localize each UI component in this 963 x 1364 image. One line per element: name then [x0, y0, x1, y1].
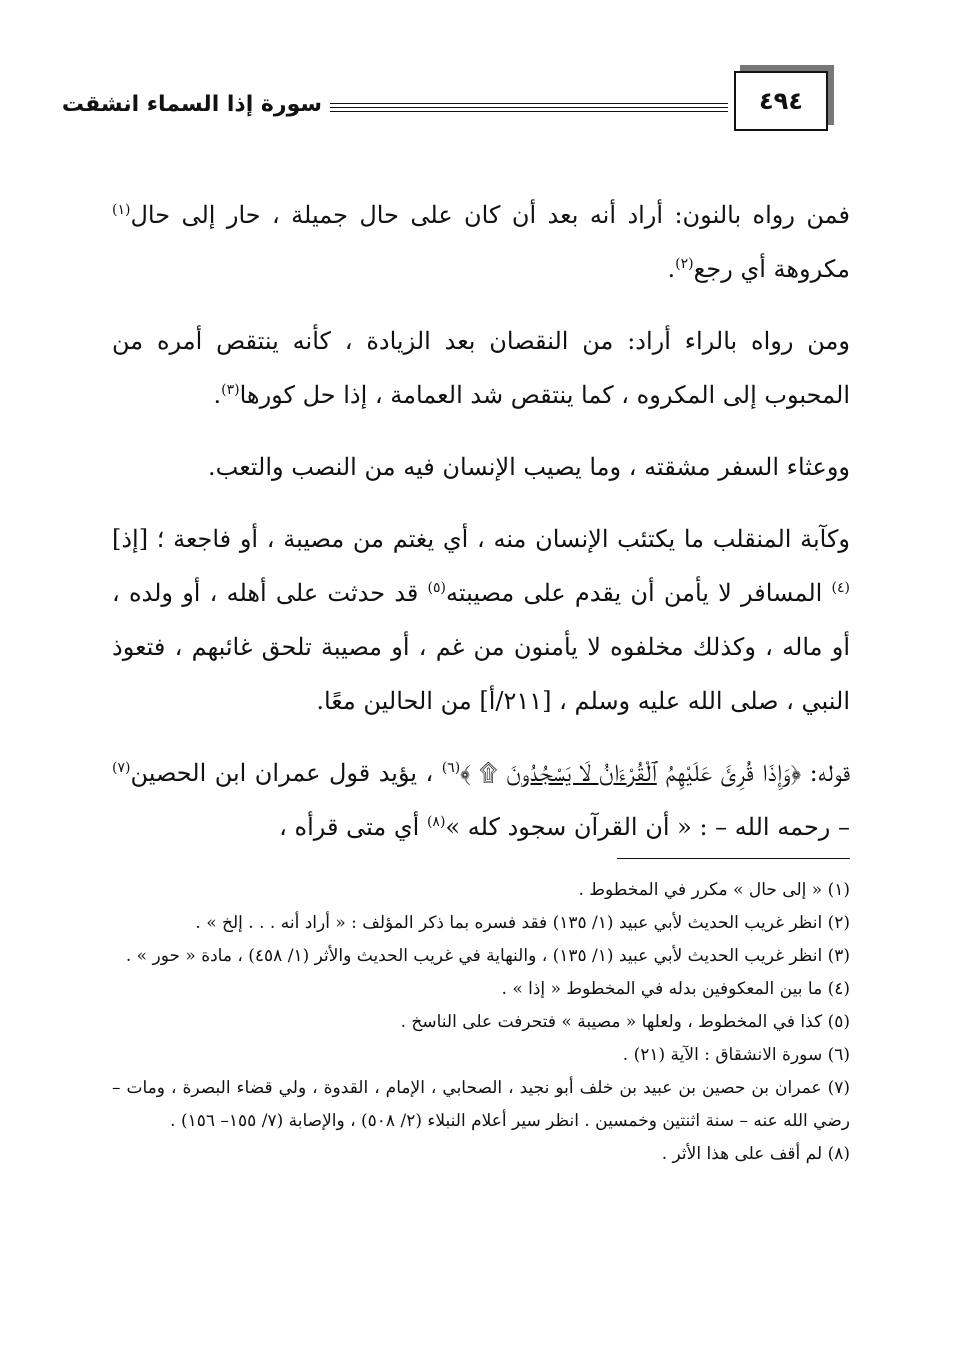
footnote: (٥) كذا في المخطوط ، ولعلها « مصيبة » فتحرفت على الناسخ .: [400, 1012, 850, 1032]
footnote: (٤) ما بين المعكوفين بدله في المخطوط « إذا » .: [501, 979, 850, 999]
footnote: (٨) لم أقف على هذا الأثر .: [661, 1144, 850, 1164]
paragraph-3: ووعثاء السفر مشقته ، وما يصيب الإنسان فيه من النصب والتعب.: [208, 453, 850, 481]
text-run: ، يؤيد قول عمران ابن الحصين: [130, 759, 442, 787]
text-run: فمن رواه بالنون: أراد أنه بعد أن كان على حال جميلة ، حار إلى حال: [130, 201, 850, 229]
footnote-ref: (٥): [427, 580, 446, 596]
text-run: قوله: ﴿وَإِذَا قُرِئَ عَلَيْهِمُ: [656, 759, 850, 787]
footnote: (٣) انظر غريب الحديث لأبي عبيد (١/ ١٣٥) ، والنهاية في غريب الحديث والأثر (١/ ٤٥٨) ، مادة « حور » .: [125, 946, 850, 966]
footnote-ref: (٢): [675, 256, 694, 272]
text-run: .: [667, 255, 676, 283]
page-header: [0, 55, 963, 155]
text-run: المسافر لا يأمن أن يقدم على مصيبته: [445, 579, 832, 607]
footnote: (٦) سورة الانشقاق : الآية (٢١) .: [622, 1045, 850, 1065]
paragraph-1: [112, 188, 850, 296]
footnotes: [112, 874, 850, 1171]
footnote-ref: (٣): [221, 382, 240, 398]
footnote-ref: (٨): [426, 814, 446, 830]
page-number: ٤٩٤: [759, 87, 803, 115]
header-rule: [330, 107, 728, 108]
footnote-divider: [617, 858, 850, 859]
header-rule: [330, 103, 728, 104]
main-text: [112, 188, 850, 868]
footnote-ref: (٦): [441, 760, 461, 776]
text-run: مكروهة أي رجع: [693, 255, 850, 283]
text-run: أي متى قرأه ،: [279, 813, 427, 841]
footnote: (٧) عمران بن حصين بن عبيد بن خلف أبو نجيد ، الصحابي ، الإمام ، القدوة ، ولي قضاء البصرة ، ومات – رضي الله عنه – سنة اثنتين وخمسين . انظر سير أعلام النبلاء (٢/ ٥٠٨) ، والإصابة (٧/ ١٥٥– ١٥٦) .: [112, 1078, 850, 1131]
paragraph-5: [112, 746, 850, 854]
footnote-ref: (٤): [831, 580, 850, 596]
header-rule: [330, 111, 728, 112]
footnote-ref: (٧): [112, 760, 131, 776]
paragraph-2: [112, 314, 850, 422]
quran-verse: ٱلْقُرْءَانُ لَا يَسْجُدُونَ: [505, 759, 657, 787]
paragraph-4: [112, 512, 850, 728]
text-run: .: [213, 381, 222, 409]
footnote: (١) « إلى حال » مكرر في المخطوط .: [578, 880, 850, 900]
text-run: قد حدثت على أهله ، أو ولده ، أو ماله ، وكذلك مخلفوه لا يأمنون من غم ، أو مصيبة تلحق غائبهم ، فتعوذ النبي ، صلى الله عليه وسلم ، [٢١١/أ] من الحالين معًا.: [112, 579, 850, 715]
text-run: ومن رواه بالراء أراد: من النقصان بعد الزيادة ، كأنه ينتقص أمره من المحبوب إلى المكروه ، كما ينتقص شد العمامة ، إذا حل كورها: [112, 327, 850, 409]
footnote-ref: (١): [112, 202, 131, 218]
page-number-box: [734, 71, 828, 131]
text-run: وكآبة المنقلب ما يكتئب الإنسان منه ، أي يغتم من مصيبة ، أو فاجعة ؛ [إذ]: [112, 525, 851, 553]
text-run: – رحمه الله – : « أن القرآن سجود كله »: [445, 813, 850, 841]
text-run: ۩ ﴾: [460, 759, 506, 787]
footnote: (٢) انظر غريب الحديث لأبي عبيد (١/ ١٣٥) فقد فسره بما ذكر المؤلف : « أراد أنه . . . إلخ » .: [195, 913, 850, 933]
running-title: سورة إذا السماء انشقت: [61, 92, 322, 117]
